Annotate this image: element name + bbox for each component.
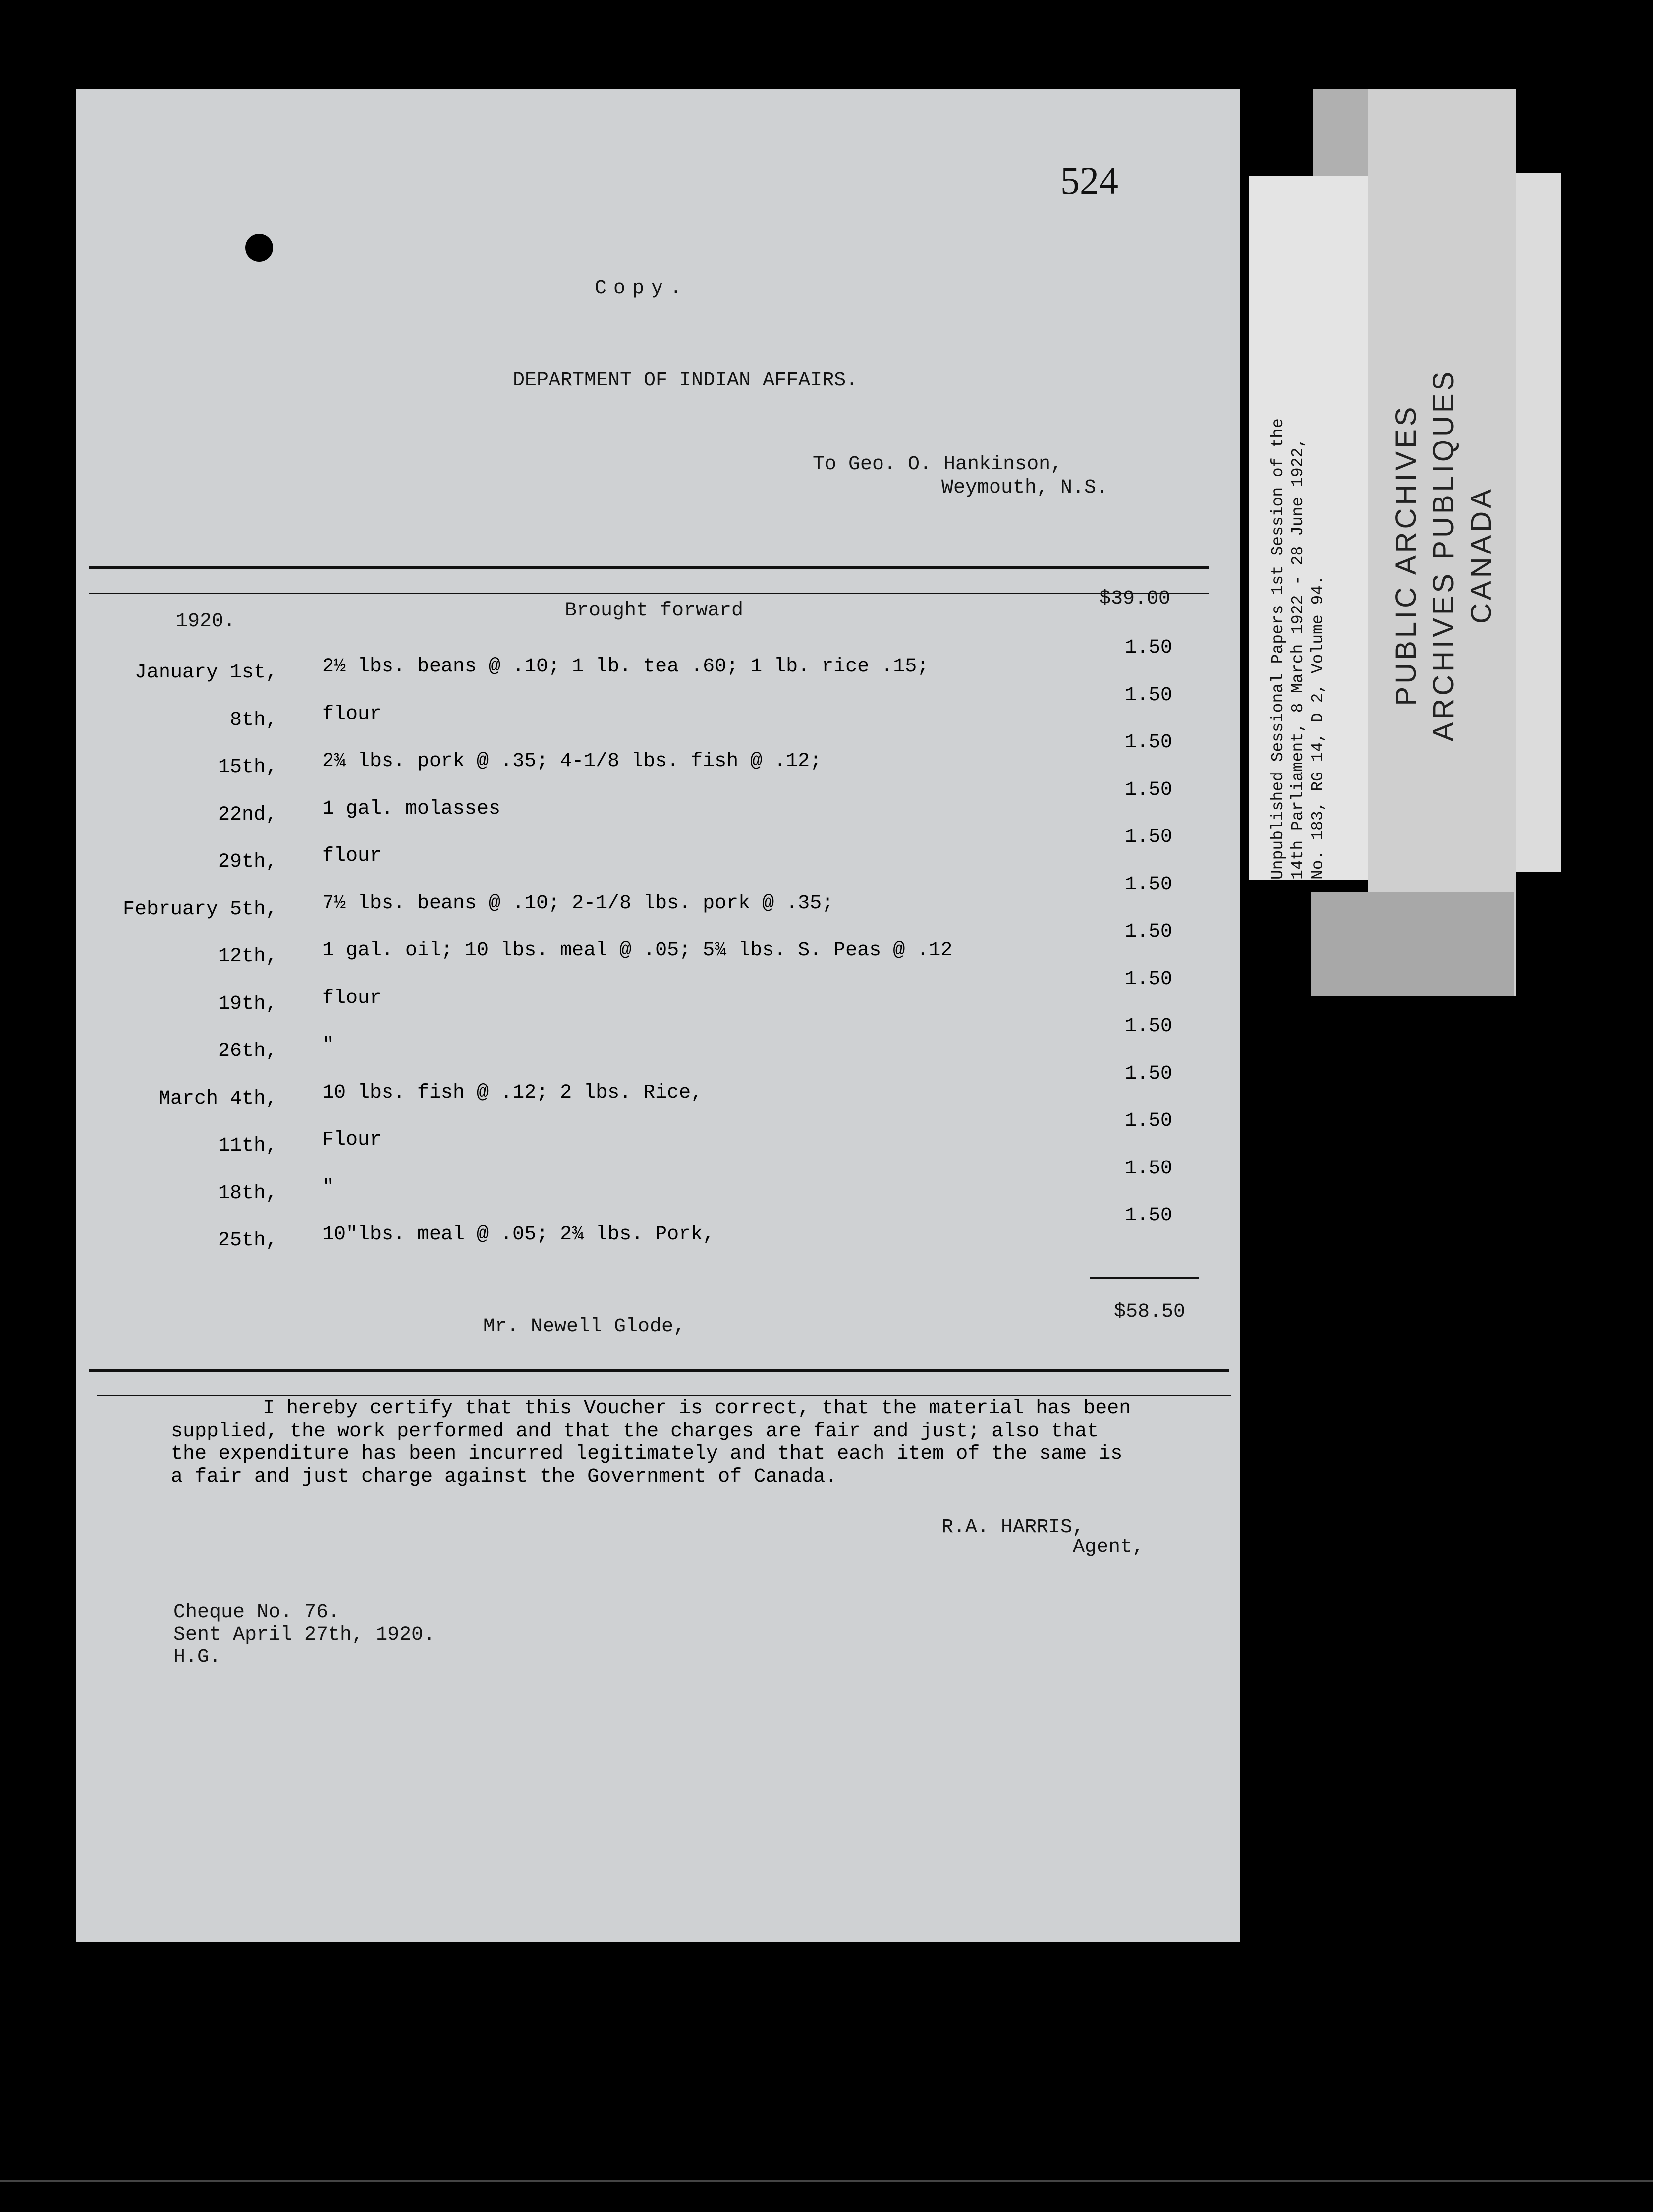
entry-description: 1 gal. oil; 10 lbs. meal @ .05; 5¾ lbs. S. Peas @ .12: [322, 940, 953, 962]
archive-citation-line: Unpublished Sessional Papers 1st Session of the: [1269, 418, 1287, 880]
entry-date: 29th,: [218, 851, 277, 873]
cheque-number: Cheque No. 76.: [173, 1602, 340, 1624]
entry-date: March 4th,: [158, 1088, 277, 1110]
archive-citation-line: No. 183, RG 14, D 2, Volume 94.: [1309, 575, 1327, 880]
cheque-sent-date: Sent April 27th, 1920.: [173, 1624, 436, 1646]
addressee-line-2: Weymouth, N.S.: [941, 477, 1108, 499]
signatory-title: Agent,: [1073, 1536, 1145, 1558]
entry-date: 8th,: [229, 709, 277, 731]
brought-forward-label: Brought forward: [565, 600, 744, 622]
certification-top-rule-thin: [97, 1395, 1231, 1396]
ledger-year: 1920.: [176, 610, 236, 633]
entry-description: 10 lbs. fish @ .12; 2 lbs. Rice,: [322, 1082, 703, 1104]
stamp-line: CANADA: [1465, 486, 1497, 624]
entry-description: ": [322, 1034, 334, 1056]
entry-description: ": [322, 1176, 334, 1199]
archive-citation-line: 14th Parliament, 8 March 1922 - 28 June 1922,: [1289, 438, 1307, 880]
table-top-rule-thin: [89, 593, 1209, 594]
certification-top-rule: [89, 1369, 1229, 1372]
entry-amount: 1.50: [1125, 874, 1173, 896]
certification-line: supplied, the work performed and that the charges are fair and just; also that: [171, 1420, 1099, 1442]
entry-description: 7½ lbs. beans @ .10; 2-1/8 lbs. pork @ .35;: [322, 892, 834, 915]
entry-amount: 1.50: [1125, 731, 1173, 754]
certification-text: [171, 1397, 1152, 1489]
entry-amount: 1.50: [1125, 968, 1173, 991]
copy-label: Copy.: [595, 277, 689, 300]
entry-date: 25th,: [218, 1229, 277, 1252]
cheque-initials: H.G.: [173, 1646, 221, 1668]
entry-amount: 1.50: [1125, 921, 1173, 943]
department-heading: DEPARTMENT OF INDIAN AFFAIRS.: [513, 369, 858, 391]
brought-forward-amount: $39.00: [1099, 588, 1171, 610]
entry-amount: 1.50: [1125, 779, 1173, 801]
entry-description: flour: [322, 987, 382, 1009]
certification-line: the expenditure has been incurred legitimately and that each item of the same is: [171, 1443, 1123, 1465]
entry-date: 18th,: [218, 1182, 277, 1205]
punch-hole: [245, 234, 273, 262]
entry-description: Flour: [322, 1129, 382, 1151]
entry-amount: 1.50: [1125, 1015, 1173, 1038]
entry-description: 2½ lbs. beans @ .10; 1 lb. tea .60; 1 lb. rice .15;: [322, 656, 929, 678]
entry-description: flour: [322, 703, 382, 725]
entry-description: 1 gal. molasses: [322, 798, 501, 820]
entry-amount: 1.50: [1125, 1158, 1173, 1180]
entry-amount: 1.50: [1125, 684, 1173, 707]
entry-amount: 1.50: [1125, 826, 1173, 848]
table-top-rule: [89, 566, 1209, 569]
entry-date: 12th,: [218, 945, 277, 968]
stamp-line: ARCHIVES PUBLIQUES: [1428, 368, 1460, 742]
entry-amount: 1.50: [1125, 1110, 1173, 1132]
entry-description: flour: [322, 845, 382, 867]
entry-amount: 1.50: [1125, 1063, 1173, 1085]
label-strip-edge: [1516, 173, 1561, 872]
entry-amount: 1.50: [1125, 1205, 1173, 1227]
addressee-line-1: To Geo. O. Hankinson,: [813, 453, 1063, 476]
archives-stamp: [1387, 357, 1500, 753]
signatory-name: R.A. HARRIS,: [941, 1516, 1085, 1539]
entry-date: 26th,: [218, 1040, 277, 1062]
payee-name: Mr. Newell Glode,: [483, 1316, 686, 1338]
label-tab-bottom: [1311, 892, 1514, 996]
entry-date: February 5th,: [122, 898, 277, 921]
archive-citation: [1268, 418, 1328, 880]
certification-line: I hereby certify that this Voucher is correct, that the material has been: [263, 1397, 1131, 1420]
entry-description: 2¾ lbs. pork @ .35; 4-1/8 lbs. fish @ .12;: [322, 750, 822, 773]
entry-amount: 1.50: [1125, 637, 1173, 659]
voucher-page: [76, 89, 1240, 1942]
page-number: 524: [1060, 159, 1118, 202]
voucher-total: $58.50: [1114, 1301, 1186, 1323]
entry-date: 15th,: [218, 756, 277, 778]
entry-description: 10"lbs. meal @ .05; 2¾ lbs. Pork,: [322, 1223, 715, 1246]
entry-date: 19th,: [218, 993, 277, 1015]
scan-footer-rule: [0, 2180, 1653, 2182]
entry-date: January 1st,: [134, 662, 277, 684]
entry-date: 11th,: [218, 1135, 277, 1157]
certification-line: a fair and just charge against the Government of Canada.: [171, 1466, 837, 1488]
entry-date: 22nd,: [218, 804, 277, 826]
stamp-line: PUBLIC ARCHIVES: [1390, 404, 1422, 706]
total-rule: [1090, 1277, 1199, 1279]
